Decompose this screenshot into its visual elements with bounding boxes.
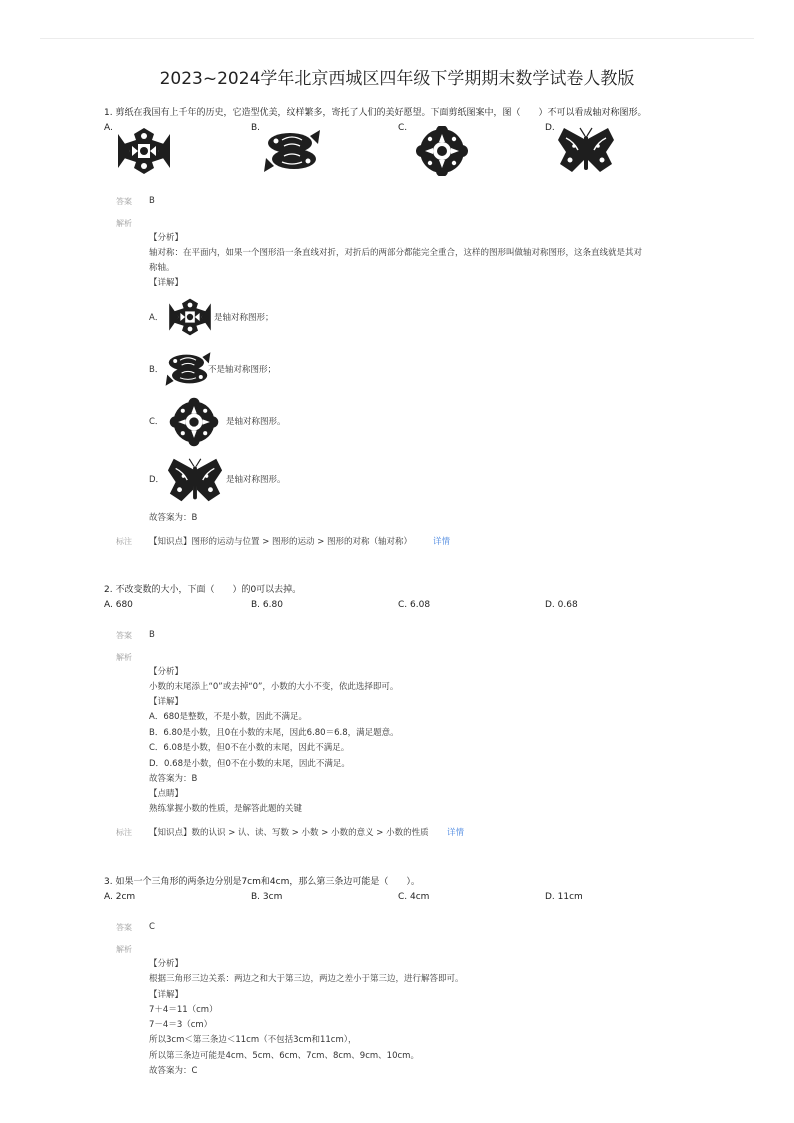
q1-option-d-papercut-image (556, 126, 616, 176)
q2-option-b: B. 6.80 (251, 600, 283, 610)
q1-option-b-label: B. (251, 123, 261, 133)
q1-detail-item-b-letter: B． (149, 365, 164, 375)
q1-detail-item-b-text: 不是轴对称图形； (208, 365, 277, 375)
q2-answer-label: 答案 (116, 631, 132, 640)
q2-analysis-label: 解析 (116, 653, 132, 662)
q2-answer-value: B (149, 630, 155, 640)
q2-analysis-line: A．680是整数，不是小数，因此不满足。 (149, 712, 308, 722)
page-title: 2023~2024学年北京西城区四年级下学期期末数学试卷人教版 (159, 69, 635, 89)
q2-option-d: D. 0.68 (545, 600, 578, 610)
q2-analysis-line: D．0.68是小数，但0不在小数的末尾，因此不满足。 (149, 759, 350, 769)
q1-detail-d-papercut-image (166, 454, 224, 508)
q3-analysis-line: 所以3cm＜第三条边＜11cm（不包括3cm和11cm）， (149, 1035, 357, 1045)
q3-analysis-line: 7－4＝3（cm） (149, 1020, 213, 1030)
q2-analysis-line: B．6.80是小数，且0在小数的末尾，因此6.80＝6.8，满足题意。 (149, 728, 399, 738)
q1-answer-value: B (149, 196, 155, 206)
q3-analysis-line: 【详解】 (149, 990, 184, 1000)
q1-detail-c-papercut-image (166, 396, 222, 448)
q3-option-a: A. 2cm (104, 892, 136, 902)
q2-analysis-line: 【分析】 (149, 667, 184, 677)
q2-analysis-line: 熟练掌握小数的性质，是解答此题的关键 (149, 804, 303, 814)
q2-analysis-line: 【点睛】 (149, 789, 184, 799)
q2-analysis-line: 故答案为：B (149, 774, 198, 784)
q2-option-a: A. 680 (104, 600, 133, 610)
q1-analysis-detail-head: 【详解】 (149, 278, 184, 288)
q1-detail-item-c-letter: C． (149, 417, 164, 427)
q2-option-c: C. 6.08 (398, 600, 431, 610)
q1-analysis-definition-line1: 轴对称：在平面内，如果一个图形沿一条直线对折，对折后的两部分都能完全重合，这样的图形叫做轴对称图形，这条直线就是其对 (149, 248, 643, 258)
question-3-stem: 3. 如果一个三角形的两条边分别是7cm和4cm，那么第三条边可能是（ ）。 (104, 877, 420, 887)
q3-answer-value: C (149, 922, 155, 932)
q2-detail-link[interactable]: 详情 (447, 828, 465, 838)
q3-analysis-line: 故答案为：C (149, 1066, 198, 1076)
q1-option-c-papercut-image (412, 126, 472, 176)
q3-analysis-line: 【分析】 (149, 959, 184, 969)
q3-analysis-line: 根据三角形三边关系：两边之和大于第三边，两边之差小于第三边，进行解答即可。 (149, 974, 464, 984)
q3-analysis-line: 7＋4＝11（cm） (149, 1005, 218, 1015)
q3-option-b: B. 3cm (251, 892, 283, 902)
q1-tag-label: 标注 (116, 537, 132, 546)
top-divider (40, 38, 754, 39)
question-2-stem: 2. 不改变数的大小，下面（ ）的0可以去掉。 (104, 585, 302, 595)
q1-option-a-papercut-image (114, 126, 174, 176)
q3-analysis-line: 所以第三条边可能是4cm、5cm、6cm、7cm、8cm、9cm、10cm。 (149, 1051, 419, 1061)
q1-answer-label: 答案 (116, 197, 132, 206)
q1-option-c-label: C. (398, 123, 408, 133)
q1-option-b-papercut-image (262, 126, 322, 176)
q3-option-c: C. 4cm (398, 892, 430, 902)
q1-analysis-definition-line2: 称轴。 (149, 263, 175, 273)
q3-answer-label: 答案 (116, 923, 132, 932)
q2-analysis-line: C．6.08是小数，但0不在小数的末尾，因此不满足。 (149, 743, 350, 753)
q1-analysis-label: 解析 (116, 219, 132, 228)
q1-detail-a-papercut-image (166, 292, 214, 342)
q1-detail-item-d-letter: D． (149, 475, 165, 485)
q1-option-a-label: A. (104, 123, 113, 133)
q2-tag-label: 标注 (116, 828, 132, 837)
q1-conclusion: 故答案为：B (149, 513, 198, 523)
question-1-stem: 1. 剪纸在我国有上千年的历史，它造型优美，纹样繁多，寄托了人们的美好愿望。下面剪纸图案中，图（ ）不可以看成轴对称图形。 (104, 108, 647, 118)
q1-detail-item-a-letter: A． (149, 313, 164, 323)
q1-detail-b-papercut-image (164, 346, 212, 392)
q2-knowledge-tag: 【知识点】数的认识 > 认、读、写数 > 小数 > 小数的意义 > 小数的性质 (149, 828, 429, 838)
q1-detail-item-d-text: 是轴对称图形。 (226, 475, 286, 485)
q1-detail-item-c-text: 是轴对称图形。 (226, 417, 286, 427)
q1-detail-link[interactable]: 详情 (433, 537, 451, 547)
q2-analysis-line: 小数的末尾添上“0”或去掉“0”，小数的大小不变，依此选择即可。 (149, 682, 399, 692)
q1-option-d-label: D. (545, 123, 555, 133)
q1-analysis-head: 【分析】 (149, 233, 184, 243)
q3-analysis-label: 解析 (116, 945, 132, 954)
q3-option-d: D. 11cm (545, 892, 583, 902)
q2-analysis-line: 【详解】 (149, 697, 184, 707)
q1-knowledge-tag: 【知识点】图形的运动与位置 > 图形的运动 > 图形的对称（轴对称） (149, 537, 413, 547)
q1-detail-item-a-text: 是轴对称图形； (214, 313, 274, 323)
